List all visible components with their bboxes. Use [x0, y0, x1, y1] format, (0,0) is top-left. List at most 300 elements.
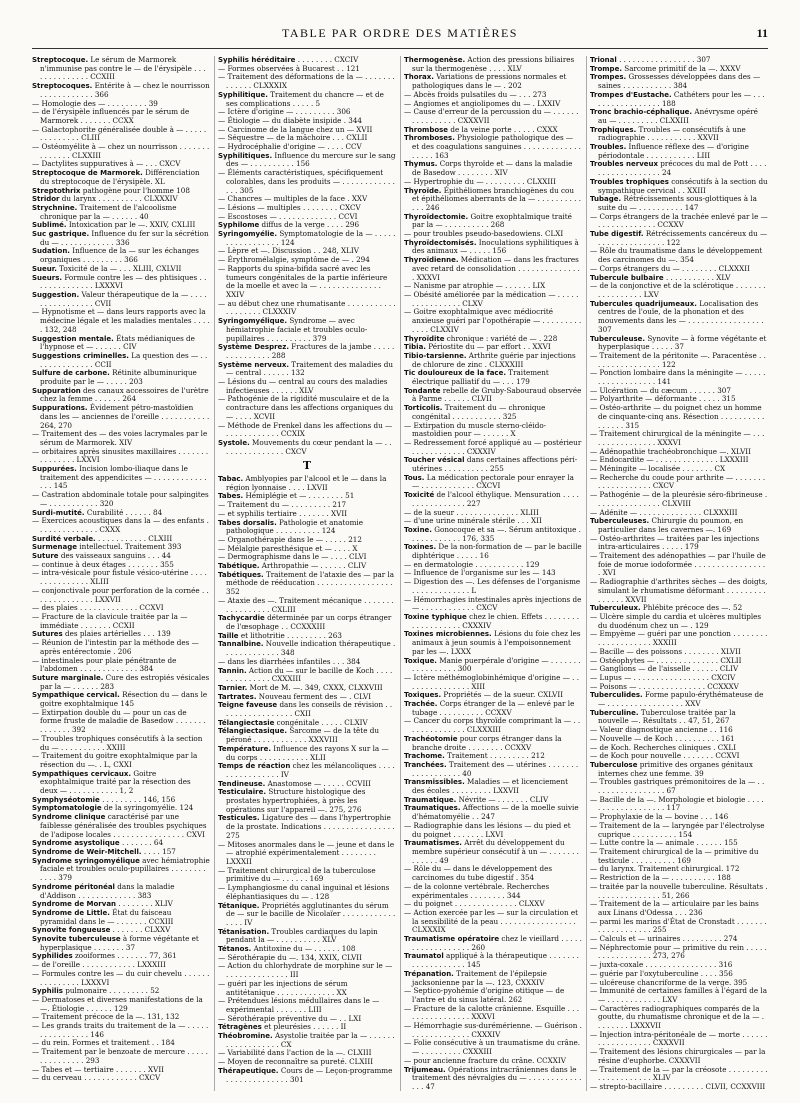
index-entry: [32, 639, 210, 656]
index-text: — et syphilis tertiaire . . . . . . . XVII: [218, 508, 348, 518]
index-entry: [32, 517, 210, 534]
index-heading: Toxine typhique: [404, 613, 467, 621]
index-text: Toxicité de la — . . . XLIII, CXLVII: [56, 263, 182, 273]
index-heading: Transmissibles.: [404, 778, 465, 787]
index-text: — Ictère méthémoglobinhémique d'origine — . . . . . . . . . . . . . . . XIII: [404, 672, 579, 691]
index-text: — en dermatologie . . . . . . . . . . . 129: [404, 559, 540, 569]
index-text: — Hémorrhagies intestinales après injections de — . . . . . . . . . . . . CXCV: [404, 594, 582, 613]
index-heading: Tendineuse.: [218, 779, 266, 788]
index-text: Traitement de l'ataxie des — par la méthode de rééducation . . . . . . . . . . . . . . . . . 352: [226, 569, 395, 597]
index-text: — Homologie des — . . . . . . . . . 39: [32, 98, 158, 108]
index-heading: Toucher vésical: [404, 456, 465, 465]
index-heading: Tabes dorsalis.: [218, 518, 277, 527]
index-heading: Syndrome de Little.: [32, 908, 110, 917]
index-text: Arthropathie — . . . . . . CLIV: [259, 561, 367, 571]
index-entry: [218, 962, 396, 979]
index-text: Incision lombo-iliaque dans le traitement des appendicites — . . . . . . . . . . . . . . . 145: [40, 464, 207, 491]
index-text: Anastomose — . . . . . CCVIII: [265, 778, 371, 788]
index-text: Syndrome — avec hémiatrophie faciale et troubles oculo-pupillaires . . . . . . . . . . 379: [226, 316, 368, 343]
index-entry: [404, 291, 582, 308]
index-text: — Érythromélalgie, symptôme de — . 294: [218, 255, 370, 265]
index-heading: Thyroïdectomie.: [404, 212, 469, 221]
index-entry: [32, 569, 210, 586]
index-heading: Strychnine.: [32, 203, 78, 212]
index-text: Traitement du — chronique congénital . . . . . . . . . . . 325: [412, 403, 546, 421]
index-entry: [218, 395, 396, 421]
index-text: — Formes observées à Bucarest . . 121: [218, 63, 360, 73]
index-text: — Extirpation double du — pour un cas de forme fruste de maladie de Basedow . . . . . . . . . . . . . . 392: [32, 707, 206, 735]
index-text: — Fracture de la clavicule traitée par la — immédiate . . . . . . . CCXII: [32, 612, 188, 630]
index-entry: [404, 73, 582, 90]
index-entry: [590, 335, 768, 352]
index-entry: [404, 674, 582, 691]
index-text: — Radiographie d'arthrites sèches — des doigts, simulant le rhumatisme déformant . . . . . . . . . . . . . . . XXVII: [590, 577, 768, 604]
index-heading: Suc gastrique.: [32, 230, 90, 239]
index-heading: Tuberculeuses.: [590, 517, 650, 526]
index-entry: [218, 867, 396, 884]
index-entry: [590, 796, 768, 813]
index-text: Formule contre les — des phtisiques . . . . . . . . . . . . . . LXXXVI: [40, 272, 207, 291]
index-text: — Sérothérapie du —. 134, XXIX, CLVII: [218, 952, 362, 962]
index-entry: [404, 456, 582, 473]
index-text: Arrêt du développement du membre supérieur consécutif à un — . . . . . . . . . . . . . 49: [412, 838, 579, 865]
index-heading: Tic douloureux de la face.: [404, 369, 506, 378]
index-text: Rétrécissements cancéreux du — . . . . . . . . . . . . . . . 122: [598, 229, 768, 247]
index-entry: [590, 143, 768, 160]
index-entry: [218, 378, 396, 395]
index-text: — Dermographisme dans le — . . . . CLVI: [218, 552, 367, 562]
index-text: Troubles cardiaques du lapin pendant la — . . . . . . . . . . XLV: [226, 926, 378, 945]
index-text: déterminée par un corps étranger de l'œsophage . . CCXXXIII: [226, 613, 392, 631]
index-text: — Pathogénie — de la pleurésie séro-fibrineuse . . . . . . . . . . . . . . . CLXVIII: [590, 490, 768, 508]
index-heading: Streptothrix: [32, 186, 81, 195]
index-heading: Tuberculides.: [590, 691, 643, 700]
index-text: — parmi les marins d'État de Cronstadt . . . . . . . . . . . . . . . . . . . 255: [590, 916, 767, 935]
index-heading: Surdi-mutité.: [32, 508, 85, 517]
index-text: . . . . . . . 64: [119, 838, 164, 848]
index-entry: [404, 56, 582, 73]
index-text: — Prétendues lésions médullaires dans le — expérimental . . . . . . . LIII: [218, 996, 380, 1014]
index-text: — Extirpation du muscle sterno-cléido-mastoïdien pour — . . . . . . X: [404, 420, 547, 439]
index-text: Traitement des maladies du — central . . . . . . 132: [226, 359, 393, 378]
index-entry: [404, 657, 582, 674]
index-text: — Abcès froids pulsatiles du — . . . 273: [404, 89, 547, 99]
index-heading: Syndrome de Weir-Mitchell.: [32, 847, 142, 856]
index-heading: Trional: [590, 56, 617, 64]
index-text: . . . . 157: [141, 846, 176, 856]
index-text: Le sérum de Marmorek n'immunise pas contre le — de l'érysipèle . . . . . . . . . . . . . . CCXIII: [40, 56, 206, 82]
index-heading: Toxicité: [404, 491, 435, 500]
index-text: dans certaines affections péri-utérines . . . . . . . . . . 255: [412, 455, 578, 474]
index-text: — Septico-pyohémie d'origine otitique — de l'antre et du sinus latéral. 262: [404, 986, 565, 1004]
index-text: — Traitement chirurgical de la — primitive du testicule . . . . . . . . . . 169: [590, 846, 759, 865]
index-text: — au début chez une rhumatisante . . . . . . . . . . . . . . . . . . . CLXXXIV: [218, 298, 396, 317]
index-entry: [404, 596, 582, 613]
index-text: — Galactophorite généralisée double à — . . . . . . . . . . . . . . CLIII: [32, 124, 207, 143]
index-text: caractérisé par une faiblesse généralisée des troubles psychiques de l'adipose locales . . . . . . . . . . . . . . . . CXVI: [40, 812, 207, 839]
index-entry: [404, 804, 582, 821]
index-text: État du faisceau pyramidal dans le — . . . . . . . CCXIII: [40, 907, 174, 926]
index-entry: [218, 519, 396, 536]
index-text: Goitre exophtalmique traité par la résection des deux — . . . . . . . . . . . 1, 2: [40, 768, 191, 796]
index-text: Localisation des centres de l'ouïe, de la phonation et des mouvements dans les — . . . . . . . . . . . . . . . . . 307: [598, 298, 764, 334]
index-heading: Syphilitiques.: [218, 151, 273, 160]
index-text: chez le chien. Effets . . . . . . . . . . . . . . . . . . . CXXXIV: [412, 612, 580, 630]
index-heading: Streptocoque de Marmorek.: [32, 169, 143, 178]
index-text: — Lutte contre la — animale . . . . . . 155: [590, 838, 738, 848]
index-heading: Trompes d'Eustache.: [590, 90, 672, 99]
index-entry: [32, 335, 210, 352]
index-heading: Symphyséotomie: [32, 795, 100, 804]
index-text: — Escostoses — . . . . . . . . . . . . . CCVI: [218, 211, 358, 221]
index-text: Asystolie traitée par la — . . . . . . . . . . . . . . . . . . CX: [226, 1031, 395, 1049]
index-text: — Lèpre et —. Discussion . . 248, XLIV: [218, 246, 359, 256]
index-heading: Symptomatologie: [32, 804, 102, 813]
index-text: Amblyopies par l'alcool et le — dans la région lyonnaise . . . . LXVII: [226, 474, 387, 492]
index-entry: [404, 308, 582, 334]
index-heading: Tibia.: [404, 343, 426, 352]
index-entry: [590, 195, 768, 212]
index-text: — Ataxie des —. Traitement mécanique . . . . . . . . . . . . . . . . . CXLIII: [218, 595, 394, 614]
index-text: — Action exercée par les — sur la circulation et la sensibilité de la peau . . . . . . . . . . . . . . . . . CLXXXIX: [404, 907, 579, 935]
index-entry: [32, 369, 210, 386]
index-entry: [218, 814, 396, 840]
index-heading: Toxique.: [404, 656, 437, 665]
index-entry: [590, 987, 768, 1004]
index-heading: Tétragènes: [218, 1023, 262, 1032]
index-text: intellectuel. Traitement 393: [76, 542, 182, 552]
index-text: — Obésité améliorée par la médication — . . . . . . . . . . . . . . . . CLXV: [404, 289, 579, 308]
index-text: — Traitement de la — laryngée par l'électrolyse cuprique . . . . . . . . . . 154: [590, 820, 765, 839]
index-text: . . . . . . . . . 146, 156: [99, 794, 176, 804]
index-text: — Organothérapie dans le — . . . . . 212: [218, 534, 362, 544]
index-text: de l'alcool éthylique. Mensuration . . . . . . . . . . . . . . . . 227: [412, 490, 579, 508]
index-entry: [218, 597, 396, 614]
index-text: primitive des organes génitaux internes chez une femme. 39: [598, 759, 753, 778]
index-entry: [218, 91, 396, 108]
index-heading: Tuberculeuse.: [590, 334, 646, 343]
index-text: — Ulcération — du cæcum . . . . . . 307: [590, 385, 731, 395]
index-entry: [404, 952, 582, 969]
index-heading: Suppurées.: [32, 465, 77, 474]
index-heading: Teigne faveuse: [218, 701, 278, 710]
index-text: — Traitement des lésions chirurgicales — par la résine d'euphorbe. CXXXVII: [590, 1047, 766, 1065]
index-text: — Ostéomyélite à — chez un nourrisson . . . . . . . . . . . . . . CLXXIII: [32, 142, 210, 160]
index-text: Rétinite albuminurique produite par le — . . . . . 203: [40, 368, 197, 387]
index-heading: Tannalbine.: [218, 640, 264, 649]
index-text: — Traitement chirurgical de la méningite — . . . . . . . . . . . . . . . . XXXVI: [590, 429, 765, 447]
index-text: Propriétés — de la sueur. CXLVII: [441, 690, 564, 700]
index-entry: [590, 578, 768, 604]
index-heading: Syndrome péritonéal: [32, 882, 115, 891]
index-text: — Immunité de certaines familles à l'égard de la — . . . . . . . . . . . . LXV: [590, 986, 768, 1004]
index-entry: [590, 778, 768, 795]
index-heading: Tabes.: [218, 492, 244, 501]
index-text: chronique : variété de — . 228: [444, 333, 558, 343]
index-text: — pour troubles pseudo-basedowiens. CLXI: [404, 229, 564, 239]
index-entry: [590, 300, 768, 335]
index-text: — intestinales pour plaie pénétrante de l'abdomen . . . . . . . . . . . . . 384: [32, 655, 177, 674]
index-text: Structure histologique des prostates hypertrophiées, à près les opérations sur l'appareil —. 275, 276: [226, 787, 366, 814]
index-heading: Tachycardie: [218, 614, 265, 623]
index-text: Névrite — . . . . . . . CLIV: [456, 794, 549, 804]
index-text: de la veine porte . . . . . CXXX: [448, 124, 558, 134]
index-text: — guéri par les injections de sérum antitétanique . . . . . . . . . . . . . XX: [218, 978, 348, 997]
index-entry: [590, 160, 768, 177]
index-heading: Stridor: [32, 195, 60, 204]
index-entry: [404, 491, 582, 508]
index-text: — Traitement du goitre exophtalmique par la résection du —. . L, CXXI: [32, 751, 198, 769]
index-text: consécutifs à la section du sympathique cervical . . XXIII: [598, 176, 768, 195]
index-text: — Recherche du coude pour arthrite — . . . . . . . . . . . . . . . . . . . CXCV: [590, 472, 766, 491]
index-text: — Chancres — multiples de la face . XXV: [218, 194, 368, 204]
index-entry: [404, 761, 582, 778]
index-entry: [32, 308, 210, 334]
index-heading: Tous.: [404, 473, 425, 482]
index-entry: [590, 430, 768, 447]
index-entry: [32, 126, 210, 143]
index-text: . . . . . . . . . . . XLV: [663, 272, 731, 282]
index-text: Épithéliomes branchiogènes du cou et épithéliomes aberrants de la — . . . . . . . . . . . . . 246: [412, 185, 581, 212]
index-text: La question des — . . . . . . . . . . . . . . CCII: [40, 350, 208, 369]
index-text: Grossesses développées dans des — saines . . . . . . . . . . . 384: [598, 72, 761, 91]
index-entry: [404, 822, 582, 839]
index-text: — Bacille — des poissons . . . . . . . . XLVII: [590, 646, 741, 656]
index-text: Arthrite guérie par injections de chlorure de zinc . CLXXXIII: [412, 350, 576, 369]
index-text: Ligature des — dans l'hypertrophie de la prostate. Indications . . . . . . . . . . . . . . . . 275: [226, 813, 395, 840]
index-heading: Thymus.: [404, 160, 438, 169]
index-text: Opérations intracrâniennes dans le traitement des névralgies du — . . . . . . . . . . . . . . . 47: [412, 1064, 582, 1091]
index-text: — Traitement par le benzoate de mercure . . . . . . . . . . . . . . . 293: [32, 1047, 208, 1065]
index-entry: [404, 935, 582, 952]
index-text: — dans les diarrhées infantiles . . . 384: [218, 656, 361, 666]
index-entry: [590, 1083, 768, 1092]
index-heading: Sympathique cervical.: [32, 691, 120, 700]
index-entry: [590, 282, 768, 299]
index-text: Influence réflexe des — d'origine périodontale . . . . . . . . . . . LIII: [598, 142, 749, 160]
index-entry: [32, 613, 210, 630]
index-heading: Surmenage: [32, 543, 77, 552]
index-entry: [404, 369, 582, 386]
index-text: — Troubles trophiques consécutifs à la section du — . . . . . . . . . . XXIII: [32, 733, 203, 752]
index-heading: Thrombose: [404, 125, 449, 134]
index-heading: Suppuration: [32, 386, 81, 395]
index-entry: [404, 439, 582, 456]
index-entry: [32, 387, 210, 404]
index-text: Synovite — à forme végétante et hyperplasique . . . . . 37: [598, 333, 767, 352]
index-text: Action du — sur le bacille de Koch . . . . . . . . . . . . . . CXXXIII: [226, 665, 393, 684]
index-heading: Thromboses.: [404, 134, 455, 143]
index-text: — Ostéophytes — . . . . . . . . . . . . . . CXLII: [590, 655, 742, 665]
index-entry: [218, 1032, 396, 1049]
index-text: La médication pectorale pour enrayer la — . . . . . . . . . . . . CXCVI: [412, 472, 574, 491]
index-text: congénitale . . . . . CLXIV: [274, 717, 368, 727]
index-text: — Pathogénie de la rigidité musculaire et de la contracture dans les affections organiques du — . . . . XCVII: [218, 394, 394, 421]
index-text: Mort de M. —. 349, CXXX, CLXXVIII: [247, 682, 383, 692]
index-entry: [590, 404, 768, 430]
index-entry: [218, 152, 396, 169]
index-entry: [404, 717, 582, 734]
index-text: — Traitement chirurgical de la tuberculose primitive du — . . . . . . 169: [218, 865, 376, 884]
index-text: — Dermatoses et diverses manifestations de la —. Étiologie . . . . . . 129: [32, 994, 203, 1013]
index-text: Curabilité . . . . . . 84: [84, 507, 163, 517]
index-entry: [404, 839, 582, 865]
index-entry: [590, 73, 768, 90]
index-entry: [218, 997, 396, 1014]
index-entry: [404, 543, 582, 560]
index-heading: Torticolis.: [404, 404, 443, 413]
index-text: Périostite du — par effort . . XXVI: [425, 342, 551, 352]
index-text: — Bacille de la —. Morphologie et biologie . . . . . . . . . . . . . . . . . . . 117: [590, 794, 764, 813]
index-heading: Tannin.: [218, 666, 247, 675]
index-text: — Méningite — localisée . . . . . . . CX: [590, 464, 726, 474]
index-text: — Lupus — . . . . . . . . . . . . . . . . . CXCIV: [590, 672, 736, 682]
index-entry: [590, 918, 768, 935]
index-entry: [218, 475, 396, 492]
index-heading: Systole.: [218, 438, 250, 447]
index-text: — Empyème — guéri par une ponction . . . . . . . . . . . . . . . . . . . . XXXIII: [590, 629, 768, 648]
index-entry: [32, 1022, 210, 1039]
index-entry: [218, 701, 396, 718]
index-text: — de l'oreille . . . . . . . . . . . . LXXXIII: [32, 960, 166, 970]
index-text: — Redressement forcé appliqué au — postérieur . . . . . . . . . . . . CXXXIV: [404, 437, 582, 456]
index-text: — ulcéreuse chancriforme de la verge. 395: [590, 977, 748, 987]
index-text: — Adénopathie trachéobronchique —. XLVII: [590, 446, 751, 456]
index-text: — Traitement précoce de la —. 131, 132: [32, 1012, 180, 1022]
index-text: — Mitoses anormales dans le — jeune et dans le — atrophié expérimentalement . . . . . . . . LXXXII: [218, 839, 395, 866]
index-text: — Nanisme par atrophie — . . . . . . LIX: [404, 281, 546, 291]
index-entry: [218, 727, 396, 744]
index-heading: Syphilome: [218, 221, 260, 230]
index-heading: Trompe.: [590, 64, 622, 73]
index-entry: [32, 465, 210, 491]
index-entry: [590, 247, 768, 264]
page-header: [32, 26, 768, 46]
index-heading: Tubercules quadrijumeaux.: [590, 299, 697, 308]
index-text: — de la colonne vertébrale. Recherches expérimentales . . . . . . . . 344: [404, 881, 550, 900]
index-text: chez le vieillard . . . . . . . . . . . . . . . . . . 260: [412, 934, 582, 952]
index-text: — Ictère d'origine — . . . . . . . . . 306: [218, 107, 351, 117]
index-text: — Corps étrangers du — . . . . . . . . CLXXXII: [590, 263, 750, 273]
section-letter: T: [302, 459, 312, 473]
index-heading: Surdité verbale.: [32, 534, 96, 543]
index-text: avec hémiatrophie faciale et troubles oculo-pupillaires . . . . . . . . . . . . 379: [40, 855, 210, 883]
index-heading: Sympathiques cervicaux.: [32, 769, 132, 778]
index-text: — Moyen de reconnaître sa pureté. CLXIII: [218, 1057, 374, 1067]
index-entry: [218, 361, 396, 378]
index-text: rebelle de Gruby-Sabouraud observée à Parme . . . . . . CLVII: [412, 385, 582, 404]
index-text: pulmonaire . . . . . . . . . 52: [62, 986, 160, 996]
index-text: Physiologie pathologique des — et des coagulations sanguines . . . . . . . . . . . . . . . . . . 163: [412, 133, 581, 160]
index-entry: [590, 369, 768, 386]
index-entry: [404, 187, 582, 213]
index-entry: [404, 700, 582, 717]
index-heading: Syndrome syringomyélique: [32, 856, 140, 865]
index-text: — Digestion des —. Les défenses de l'organisme . . . . . . . . . . . . . L: [404, 577, 581, 595]
index-entry: [32, 291, 210, 308]
index-entry: [32, 1048, 210, 1065]
index-heading: Syphilitique.: [218, 90, 268, 99]
index-heading: Traumatisme opératoire: [404, 935, 500, 944]
index-entry: [590, 1005, 768, 1031]
index-heading: Traumatiques.: [404, 804, 461, 813]
index-text: pour corps étranger dans la branche droite . . . . . . . . CCXXV: [412, 733, 562, 752]
index-text: diffus de la verge . . . . 296: [259, 220, 360, 230]
index-text: — Calculs et — urinaires . . . . . . . . . 274: [590, 934, 738, 944]
index-entry: [32, 204, 210, 221]
index-text: — conjonctivale pour perforation de la cornée . . . . . . . . . . . . . . LXXVII: [32, 585, 209, 604]
index-entry: [404, 213, 582, 230]
index-text: — Exercices acoustiques dans la — des enfants . . . . . . . . . . . . . . CXXX: [32, 516, 209, 534]
index-heading: Tétanique.: [218, 901, 260, 910]
index-column-1: [32, 56, 210, 1096]
index-entry: [590, 517, 768, 534]
index-entry: [404, 883, 582, 900]
index-text: — Corps étrangers de la trachée enlevé par le — . . . . . . . . . . . . . CCXXV: [590, 211, 768, 230]
index-entry: [218, 571, 396, 597]
index-text: zooiformes . . . . . . . 77, 361: [72, 951, 177, 961]
header-rule: [32, 48, 768, 49]
index-text: — Lésions du — central au cours des maladies infectieuses . . . . . . XLV: [218, 377, 388, 395]
index-heading: Sueurs.: [32, 273, 63, 282]
index-heading: Syphilis: [32, 987, 63, 996]
index-entry: [218, 265, 396, 300]
index-entry: [32, 813, 210, 839]
index-text: — Cancer du corps thyroïde comprimant la — . . . . . . . . . . . . . . CLXXXIII: [404, 716, 581, 735]
index-heading: Toxines microbiennes.: [404, 630, 492, 639]
index-text: Influence du fer sur la sécrétion du — . . . . . . . . . . . . 336: [40, 229, 209, 247]
index-text: États médianiques de l'hypnose et — . . . . . . CIV: [40, 333, 195, 352]
index-entry: [32, 883, 210, 900]
index-entry: [590, 178, 768, 195]
index-text: dans la maladie d'Addison . . . . . . . . . . . . . 383: [40, 881, 175, 900]
index-text: — Ganglions — de l'aisselle . . . . . . CLIV: [590, 664, 739, 674]
index-entry: [590, 126, 768, 143]
index-text: — Traitement des déformations de la — . . . . . . . . . . . . . CLXXXIX: [218, 72, 395, 91]
index-text: — Traitement de la péritonite —. Paracentèse . . . . . . . . . . . . . . . . 122: [590, 350, 766, 369]
index-heading: Thyroïdienne.: [404, 256, 459, 265]
index-heading: Temps de réaction: [218, 762, 291, 771]
index-text: — Action du chlorhydrate de morphine sur le — . . . . . . . . . . . . . . III: [218, 961, 393, 980]
index-heading: Tronc brachio-céphalique.: [590, 108, 693, 117]
index-text: — continue à deux étages . . . . . . . 355: [32, 559, 174, 569]
index-text: Maladies — et licenciement des écoles . . . . . . . . . LXXVII: [412, 777, 568, 796]
index-heading: Trépanation.: [404, 969, 454, 978]
index-entry: [590, 352, 768, 369]
index-entry: [590, 944, 768, 961]
index-text: Variations de pressions normales et pathologiques dans le — . 202: [412, 72, 567, 91]
index-entry: [32, 404, 210, 430]
index-entry: [218, 841, 396, 867]
index-text: — de l'érysipèle influencés par le sérum de Marmorek . . . . . . . CCXX: [32, 107, 190, 125]
index-heading: Traumatique.: [404, 795, 457, 804]
index-entry: [32, 108, 210, 125]
index-heading: Testiculaire.: [218, 788, 267, 797]
index-text: — guérie par l'oxytuberculine . . . . 356: [590, 968, 733, 978]
index-entry: [218, 745, 396, 762]
index-heading: Thermogenèse.: [404, 56, 466, 64]
index-heading: Trompes.: [590, 73, 627, 82]
index-text: Évidement pétro-mastoïdien dans les — anciennes de l'oreille . . . . . . . . . . . 264, 270: [40, 403, 210, 430]
index-heading: Troubles trophiques: [590, 177, 669, 186]
index-heading: Traumatol: [404, 952, 444, 961]
index-heading: Tube digestif.: [590, 230, 644, 239]
index-entry: [404, 387, 582, 404]
index-entry: [590, 630, 768, 647]
index-text: Traitement électrique palliatif du — . . . 179: [412, 368, 549, 387]
index-entry: [218, 343, 396, 360]
index-text: . . . . . . . . . . . . . . . . . 307: [616, 56, 711, 64]
